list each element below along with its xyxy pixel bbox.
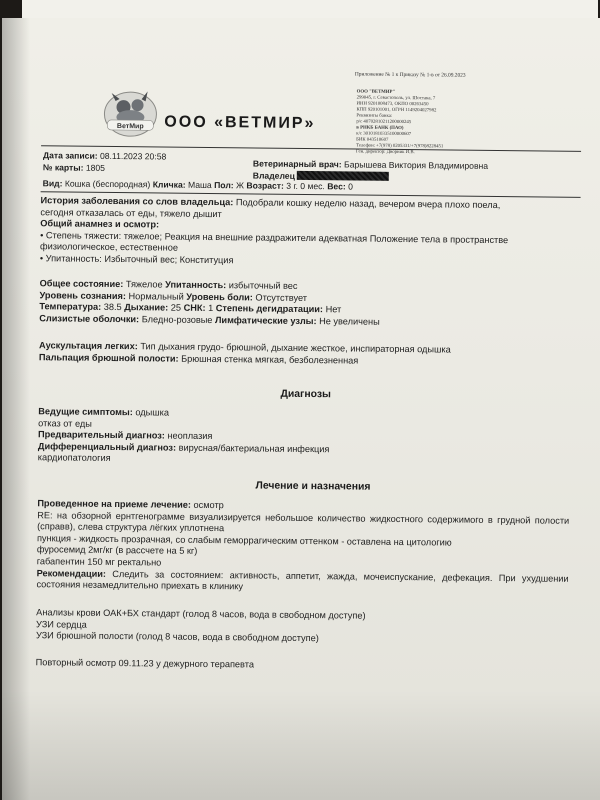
logo-text: ВетМир [116, 123, 144, 131]
requisite-line: Реквизиты банка: [356, 113, 393, 119]
requisite-line: КПП 920101001, ОГРН 1149204027982 [356, 107, 437, 114]
analyses-block: Анализы крови ОАК+БХ стандарт (голод 8 часов, вода в свободном доступе) УЗИ сердца УЗИ брюшной полости (голод 8 часов, вода в свободном доступе) [35, 607, 366, 644]
requisite-line: БИК 043510607 [356, 137, 389, 143]
requisite-line: р/с 40702810211200000245 [356, 119, 412, 126]
followup: Повторный осмотр 09.11.23 у дежурного терапевта [35, 657, 255, 670]
requisite-line: ООО "ВЕТМИР" [356, 89, 396, 95]
clinic-requisites [356, 90, 557, 158]
requisite-line: Ген. директор: Дворник И.В. [356, 149, 415, 156]
medical-record-page [12, 60, 592, 786]
record-vet: Ветеринарный врач: Барышева Виктория Владимировна [252, 158, 489, 171]
treatment-title: Лечение и назначения [255, 480, 371, 493]
record-animal: Вид: Кошка (беспородная) Кличка: Маша Пол: Ж Возраст: 3 г. 0 мес. Вес: 0 [42, 178, 353, 192]
requisite-line: ИНН 9201008473, ОКПО 00263450 [356, 101, 429, 108]
vetmir-logo-icon [101, 87, 160, 140]
exam-block: Аускультация легких: Тип дыхания грудо- брюшной, дыхание жесткое, инспираторная одышка Пальпация брюшной полости: Брюшная стенка мягкая, безболезненная [38, 340, 451, 366]
diagnoses-title: Диагнозы [280, 388, 331, 401]
record-owner: Владелец [253, 170, 390, 181]
requisite-line: в РНКБ БАНК (ПАО) [356, 125, 404, 132]
treatment-block: Проведенное на приеме лечение: осмотр RE: на обзорной ернтгенограмме визуализируется небольшое количество жидкостного содержимого в грудной полости (справв), слева структура лёгких уплотнена пункция - жидкость прозрачная, со слабым геморрагическим оттенком - оставлена на цитологию фуросемид 2мг/кг (в рассчете на 5 кг) габапентин 150 мг ректально Рекомендации: Следить за состоянием: активность, аппетит, жажда, мочеиспускание, дефекация. При ухудшении состояния незамедлительно приехать в клинику [36, 498, 570, 592]
status-block: Общее состояние: Тяжелое Упитанность: избыточный вес Уровень сознания: Нормальный Уровень боли: Отсутствует Температура: 38.5 Дыхание: 25 СНК: 1 Степень дегидратации: Нет Слизистые оболочки: Бледно-розовые Лимфатические узлы: Не увеличены [39, 278, 380, 327]
requisite-line: 299045, г. Севастополь, ул. Шостака, 7 [356, 95, 436, 102]
record-date: Дата записи: 08.11.2023 20:58 [42, 150, 167, 162]
organization-name: ООО «ВЕТМИР» [164, 113, 316, 133]
appendix-note: Приложение № 1 к Приказу № 1-в от 26.09.2023 [354, 71, 466, 79]
redacted-block [297, 171, 389, 181]
requisite-line: Телефон: +7(978) 0205331/+7(978)8228451 [356, 143, 444, 150]
requisite-line: к/с 30101810335100000607 [356, 131, 412, 138]
history-block: История заболевания со слов владельца: Подобрали кошку неделю назад, вечером вчера плохо поела, сегодня отказалась от еды, тяжело дышит Общий анамнез и осмотр: • Степень тяжести: тяжелое; Реакция на внешние раздражители адекватная Положение тела в пространстве физиологическое, естественное • Упитанность: Избыточный вес; Конституция [39, 195, 509, 266]
diagnoses-block: Ведущие симптомы: одышка отказ от еды Предварительный диагноз: неоплазия Дифференциальный диагноз: вирусная/бактериальная инфекция кардиопатология [37, 406, 330, 464]
record-card: № карты: 1805 [42, 162, 106, 173]
